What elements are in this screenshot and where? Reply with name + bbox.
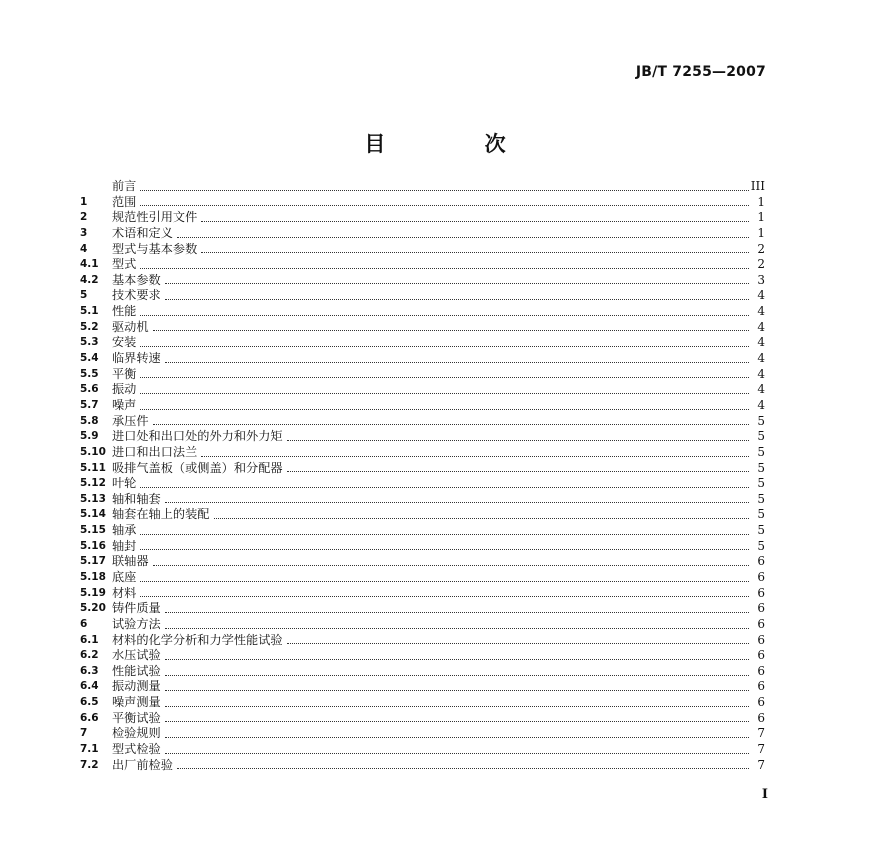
toc-leader-dots <box>140 581 749 582</box>
toc-entry[interactable] <box>80 554 765 570</box>
toc-leader-dots <box>165 753 749 754</box>
toc-entry[interactable] <box>80 335 765 351</box>
toc-entry-number: 1 <box>80 195 88 208</box>
toc-entry-number: 6.2 <box>80 649 99 662</box>
page-number: I <box>761 787 768 802</box>
toc-entry-page: 5 <box>757 444 765 459</box>
toc-entry-page: 4 <box>757 319 765 334</box>
toc-entry[interactable] <box>80 586 765 602</box>
toc-entry-label: 振动测量 <box>112 679 161 694</box>
toc-leader-dots <box>177 237 749 238</box>
toc-entry-number: 5.3 <box>80 336 99 349</box>
toc-entry[interactable] <box>80 601 765 617</box>
toc-entry-page: 6 <box>757 570 765 584</box>
toc-entry[interactable] <box>80 461 765 477</box>
toc-leader-dots <box>165 502 749 503</box>
toc-entry-label: 术语和定义 <box>112 225 173 240</box>
toc-entry-label: 基本参数 <box>112 272 161 287</box>
toc-entry-number: 6.1 <box>80 633 99 646</box>
toc-entry-page: 6 <box>757 679 765 694</box>
toc-entry-page: 3 <box>757 272 765 287</box>
toc-entry[interactable] <box>80 179 765 195</box>
toc-entry-number: 3 <box>80 226 88 239</box>
toc-entry[interactable] <box>80 695 765 711</box>
toc-entry-page: 4 <box>757 382 765 397</box>
toc-entry[interactable] <box>80 617 765 633</box>
toc-entry-number: 4.2 <box>80 273 99 286</box>
toc-entry-number: 2 <box>80 211 88 224</box>
toc-entry-page: 6 <box>757 663 765 678</box>
toc-entry-label: 材料 <box>112 585 137 600</box>
toc-entry-number: 5.20 <box>80 602 106 615</box>
toc-entry-page: 4 <box>757 335 765 350</box>
toc-entry-number: 5.9 <box>80 430 99 443</box>
toc-entry-page: 4 <box>757 304 765 319</box>
toc-entry[interactable] <box>80 414 765 430</box>
toc-entry-page: 2 <box>757 241 765 256</box>
toc-entry[interactable] <box>80 523 765 539</box>
toc-entry-page: 5 <box>757 476 765 491</box>
toc-entry-number: 5.17 <box>80 555 106 568</box>
toc-entry-label: 型式与基本参数 <box>112 241 198 256</box>
toc-entry[interactable] <box>80 226 765 242</box>
toc-leader-dots <box>140 534 749 535</box>
toc-entry-number: 5.12 <box>80 477 106 490</box>
toc-entry-page: 4 <box>757 397 765 412</box>
toc-entry-page: III <box>750 178 765 193</box>
toc-entry-page: 1 <box>757 194 765 209</box>
toc-entry-label: 范围 <box>112 194 137 209</box>
toc-entry-label: 试验方法 <box>112 616 161 631</box>
toc-leader-dots <box>153 424 749 425</box>
toc-entry-number: 4.1 <box>80 258 99 271</box>
toc-entry-label: 轴承 <box>112 523 137 538</box>
toc-entry-label: 平衡 <box>112 366 137 381</box>
toc-entry-page: 5 <box>757 460 765 475</box>
toc-leader-dots <box>140 268 749 269</box>
toc-entry[interactable] <box>80 242 765 258</box>
toc-entry-label: 临界转速 <box>112 351 161 366</box>
toc-entry-page: 7 <box>757 742 765 757</box>
toc-entry[interactable] <box>80 570 765 586</box>
toc-entry-number: 6.4 <box>80 680 99 693</box>
toc-entry[interactable] <box>80 758 765 774</box>
toc-entry[interactable] <box>80 257 765 273</box>
toc-entry[interactable] <box>80 367 765 383</box>
toc-entry[interactable] <box>80 429 765 445</box>
toc-leader-dots <box>140 549 749 550</box>
toc-leader-dots <box>201 252 749 253</box>
table-of-contents <box>80 179 765 773</box>
toc-entry-number: 6 <box>80 617 88 630</box>
toc-entry-number: 5.16 <box>80 539 106 552</box>
toc-entry-label: 轴封 <box>112 538 137 553</box>
toc-entry[interactable] <box>80 633 765 649</box>
toc-entry-label: 驱动机 <box>112 319 149 334</box>
toc-entry-page: 4 <box>757 366 765 381</box>
toc-entry-label: 型式检验 <box>112 742 161 757</box>
toc-entry-number: 5.5 <box>80 367 99 380</box>
toc-leader-dots <box>140 393 749 394</box>
toc-entry[interactable] <box>80 210 765 226</box>
toc-leader-dots <box>165 362 749 363</box>
toc-entry-label: 检验规则 <box>112 726 161 741</box>
toc-entry-number: 5 <box>80 289 88 302</box>
toc-leader-dots <box>165 675 749 676</box>
toc-entry-page: 5 <box>757 413 765 428</box>
toc-entry-label: 性能试验 <box>112 663 161 678</box>
toc-leader-dots <box>165 299 749 300</box>
toc-entry[interactable] <box>80 382 765 398</box>
toc-entry-label: 型式 <box>112 257 137 272</box>
toc-entry-label: 铸件质量 <box>112 601 161 616</box>
toc-leader-dots <box>140 315 749 316</box>
toc-entry-page: 6 <box>757 710 765 725</box>
toc-entry[interactable] <box>80 195 765 211</box>
toc-entry-number: 5.7 <box>80 398 99 411</box>
toc-leader-dots <box>140 377 749 378</box>
toc-entry[interactable] <box>80 539 765 555</box>
toc-leader-dots <box>153 565 749 566</box>
toc-entry-page: 6 <box>757 648 765 663</box>
toc-entry-page: 6 <box>757 695 765 710</box>
toc-entry-number: 5.19 <box>80 586 106 599</box>
toc-entry-number: 4 <box>80 242 88 255</box>
toc-entry-number: 5.8 <box>80 414 99 427</box>
toc-entry-page: 6 <box>757 554 765 569</box>
toc-leader-dots <box>140 205 749 206</box>
toc-entry-page: 6 <box>757 585 765 600</box>
toc-leader-dots <box>214 518 750 519</box>
toc-entry-number: 5.13 <box>80 492 106 505</box>
toc-entry-label: 噪声 <box>112 397 137 412</box>
toc-entry-number: 5.1 <box>80 305 99 318</box>
toc-entry-label: 前言 <box>112 178 137 193</box>
toc-entry[interactable] <box>80 680 765 696</box>
toc-entry-page: 5 <box>757 507 765 522</box>
toc-entry[interactable] <box>80 711 765 727</box>
toc-entry-label: 底座 <box>112 570 137 584</box>
toc-entry-label: 进口和出口法兰 <box>112 444 198 459</box>
page-title: 目 次 <box>364 131 552 156</box>
toc-entry[interactable] <box>80 398 765 414</box>
toc-leader-dots <box>140 596 749 597</box>
toc-leader-dots <box>140 190 748 191</box>
toc-leader-dots <box>201 456 749 457</box>
toc-entry-page: 6 <box>757 632 765 647</box>
toc-entry[interactable] <box>80 273 765 289</box>
toc-entry-label: 联轴器 <box>112 554 149 569</box>
toc-entry-page: 2 <box>757 257 765 272</box>
toc-entry-number: 5.11 <box>80 461 106 474</box>
toc-entry-label: 进口处和出口处的外力和外力矩 <box>112 429 283 444</box>
toc-entry-label: 轴套在轴上的装配 <box>112 507 210 522</box>
toc-entry-number: 6.3 <box>80 664 99 677</box>
toc-leader-dots <box>165 737 749 738</box>
toc-entry-page: 5 <box>757 538 765 553</box>
toc-entry[interactable] <box>80 351 765 367</box>
toc-entry-number: 5.6 <box>80 383 99 396</box>
toc-leader-dots <box>165 612 749 613</box>
toc-entry-page: 1 <box>757 225 765 240</box>
toc-entry-number: 5.2 <box>80 320 99 333</box>
toc-entry-label: 承压件 <box>112 413 149 428</box>
toc-entry-number: 5.18 <box>80 571 106 583</box>
toc-entry[interactable] <box>80 445 765 461</box>
toc-entry-label: 性能 <box>112 304 137 319</box>
toc-leader-dots <box>287 440 749 441</box>
toc-leader-dots <box>201 221 749 222</box>
toc-entry-page: 5 <box>757 523 765 538</box>
toc-entry[interactable] <box>80 492 765 508</box>
toc-entry-label: 材料的化学分析和力学性能试验 <box>112 632 283 647</box>
toc-leader-dots <box>287 471 749 472</box>
toc-entry-number: 7.1 <box>80 743 99 756</box>
standard-code: JB/T 7255—2007 <box>635 64 766 80</box>
toc-entry-number: 6.6 <box>80 711 99 724</box>
toc-entry-number: 7.2 <box>80 758 99 771</box>
toc-entry-label: 技术要求 <box>112 288 161 303</box>
toc-leader-dots <box>165 706 749 707</box>
toc-entry-label: 叶轮 <box>112 476 137 491</box>
toc-entry-number: 5.15 <box>80 524 106 537</box>
toc-entry-label: 安装 <box>112 335 137 350</box>
toc-entry[interactable] <box>80 304 765 320</box>
toc-entry-page: 4 <box>757 288 765 303</box>
toc-leader-dots <box>153 330 749 331</box>
toc-entry-number: 7 <box>80 727 88 740</box>
toc-entry-label: 平衡试验 <box>112 710 161 725</box>
toc-entry-label: 噪声测量 <box>112 695 161 710</box>
toc-entry[interactable] <box>80 320 765 336</box>
toc-entry[interactable] <box>80 742 765 758</box>
toc-entry-number: 5.10 <box>80 445 106 458</box>
toc-leader-dots <box>287 643 749 644</box>
toc-entry-page: 4 <box>757 351 765 366</box>
toc-leader-dots <box>165 721 749 722</box>
toc-leader-dots <box>177 768 749 769</box>
toc-entry-label: 振动 <box>112 382 137 397</box>
toc-entry-label: 轴和轴套 <box>112 491 161 506</box>
toc-entry-page: 6 <box>757 601 765 616</box>
toc-leader-dots <box>140 487 749 488</box>
toc-entry-number: 6.5 <box>80 696 99 709</box>
toc-entry[interactable] <box>80 648 765 664</box>
toc-entry[interactable] <box>80 476 765 492</box>
toc-leader-dots <box>165 690 749 691</box>
toc-entry-label: 水压试验 <box>112 648 161 663</box>
toc-leader-dots <box>165 628 749 629</box>
toc-leader-dots <box>140 346 749 347</box>
toc-leader-dots <box>165 283 749 284</box>
toc-entry-page: 7 <box>757 726 765 741</box>
toc-entry[interactable] <box>80 726 765 742</box>
toc-entry-number: 5.4 <box>80 352 99 365</box>
toc-entry[interactable] <box>80 288 765 304</box>
toc-entry-page: 5 <box>757 491 765 506</box>
toc-entry-page: 6 <box>757 616 765 631</box>
toc-entry[interactable] <box>80 664 765 680</box>
toc-entry-label: 规范性引用文件 <box>112 210 198 225</box>
toc-entry-number: 5.14 <box>80 508 106 521</box>
toc-entry-page: 5 <box>757 429 765 444</box>
toc-leader-dots <box>140 409 749 410</box>
toc-entry-page: 1 <box>757 210 765 225</box>
toc-entry-page: 7 <box>757 757 765 772</box>
toc-leader-dots <box>165 659 749 660</box>
toc-entry-label: 出厂前检验 <box>112 757 173 772</box>
toc-entry[interactable] <box>80 507 765 523</box>
toc-entry-label: 吸排气盖板（或侧盖）和分配器 <box>112 460 283 475</box>
